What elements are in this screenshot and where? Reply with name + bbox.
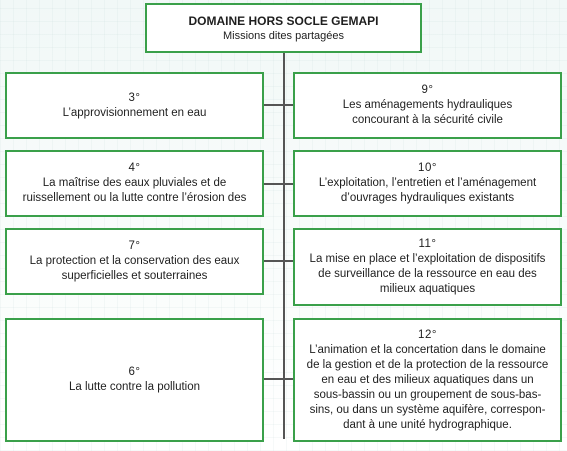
- mission-number: 11°: [418, 238, 437, 250]
- mission-box-4: [5, 150, 264, 217]
- mission-text: concourant à la sécurité civile: [352, 114, 503, 126]
- diagram-subtitle: Missions dites partagées: [222, 29, 345, 42]
- connector-left-4: [264, 378, 284, 380]
- mission-number: 9°: [421, 84, 434, 96]
- mission-number: 10°: [418, 162, 437, 174]
- mission-box-6: [5, 318, 264, 442]
- mission-box-9: [293, 72, 562, 139]
- mission-number: 6°: [128, 366, 141, 378]
- mission-text: superficielles et souterraines: [61, 270, 208, 282]
- mission-box-12: [293, 318, 562, 442]
- connector-right-4: [284, 378, 293, 380]
- mission-box-3: [5, 72, 264, 139]
- mission-text: sins, ou dans un système aquifère, correspon-: [309, 403, 546, 416]
- header-box: [145, 3, 422, 53]
- connector-right-1: [284, 104, 293, 106]
- mission-text: La protection et la conservation des eaux: [29, 255, 240, 267]
- mission-box-10: [293, 150, 562, 217]
- mission-text: en eau et des milieux aquatiques dans un: [321, 373, 534, 386]
- mission-text: La maîtrise des eaux pluviales et de: [42, 177, 227, 189]
- connector-right-2: [284, 183, 293, 185]
- mission-number: 3°: [128, 91, 141, 104]
- connector-trunk: [283, 53, 285, 439]
- mission-text: L’exploitation, l’entretien et l’aménagement: [318, 177, 537, 189]
- mission-text: ruissellement ou la lutte contre l’érosion des: [22, 192, 247, 204]
- mission-text: L’animation et la concertation dans le domaine: [309, 343, 546, 356]
- mission-number: 7°: [128, 240, 141, 252]
- diagram-title: DOMAINE HORS SOCLE GEMAPI: [188, 13, 379, 28]
- mission-box-7: [5, 228, 264, 295]
- connector-left-1: [264, 104, 284, 106]
- mission-text: La mise en place et l’exploitation de dispositifs: [309, 253, 546, 265]
- mission-text: milieux aquatiques: [379, 283, 476, 295]
- connector-left-3: [264, 260, 284, 262]
- mission-text: de surveillance de la ressource en eau des: [318, 268, 537, 280]
- mission-text: de la gestion et de la protection de la ressource: [306, 358, 549, 371]
- mission-text: Les aménagements hydrauliques: [342, 99, 513, 111]
- mission-text: dant à une unité hydrographique.: [343, 418, 512, 431]
- connector-right-3: [284, 260, 293, 262]
- mission-number: 12°: [418, 328, 437, 341]
- mission-text: L’approvisionnement en eau: [62, 106, 207, 119]
- mission-text: d’ouvrages hydrauliques existants: [340, 192, 515, 204]
- mission-number: 4°: [128, 162, 141, 174]
- connector-left-2: [264, 183, 284, 185]
- mission-text: sous-bassin ou un groupement de sous-bas-: [313, 388, 542, 401]
- mission-text: La lutte contre la pollution: [68, 381, 201, 393]
- mission-box-11: [293, 228, 562, 306]
